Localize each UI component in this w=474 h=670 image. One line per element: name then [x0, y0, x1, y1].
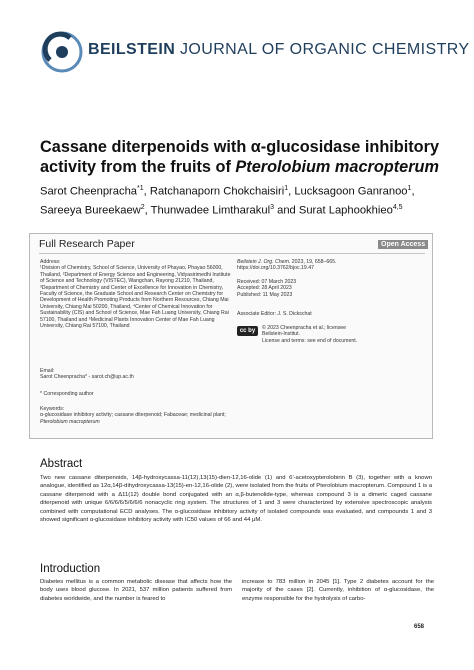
page-number: 658	[414, 624, 425, 630]
journal-name: BEILSTEIN JOURNAL OF ORGANIC CHEMISTRY	[88, 41, 470, 58]
article-title: Cassane diterpenoids with α-glucosidase inhibitory activity from the fruits of Pterolobium macropterum	[40, 138, 440, 176]
keywords-block: Keywords: α-glucosidase inhibitory activity; cassane diterpenoid; Fabaceae; medicinal plant; Pterolobium macropterum	[40, 406, 226, 425]
abstract-text: Two new cassane diterpenoids, 14β-hydroxycassa-11(12),13(15)-dien-12,16-olide (1) and 6′-acetoxypterolobirin B (3), together with a known analogue, identified as 12α,14β-dihydroxycassa-13(15)-en-12,16-olide (2), were isolated from the fruits of Pterolobium macropterum. Compound 1 is a cassane diterpenoid with a Δ11(12) double bond conjugated with an α,β-butenolide-type, whereas compound 3 is a dimeric caged cassane diterpenoid with unique 6/6/6/6/5/6/6/6 nonacyclic ring system. The structures of 1 and 3 were characterized by extensive spectroscopic analysis combined with computational ECD analyses. The α-glucosidase inhibitory activity of isolated compounds was evaluated, and compounds 1 and 3 showed significant α-glucosidase inhibitory activity with IC50 values of 66 and 44 μM.	[40, 475, 432, 524]
dates-block: Received: 07 March 2023 Accepted: 28 April 2023 Published: 11 May 2023	[237, 279, 297, 298]
intro-left-column: Diabetes mellitus is a common metabolic disease that affects how the body uses blood glucose. In 2021, 537 million patients suffered from diabetes worldwide, and the number is feared to	[40, 579, 232, 602]
doi-link[interactable]: https://doi.org/10.3762/bjoc.19.47	[237, 265, 315, 272]
introduction-heading: Introduction	[40, 563, 101, 575]
journal-logo-icon	[40, 30, 84, 74]
corresponding-note: * Corresponding author	[40, 391, 94, 397]
cc-by-license-icon: cc by	[237, 326, 258, 336]
intro-right-column: increase to 783 million in 2045 [1]. Type 2 diabetes account for the majority of the cases [2]. Currently, inhibition of α-glucosidase, the enzyme responsible for the hydrolysis of carbo-	[242, 579, 434, 602]
email-block: Email: Sarot Cheenpracha* - sarot.ch@up.ac.th	[40, 368, 134, 381]
license-text: © 2023 Cheenpracha et al.; licensee Beilstein-Institut. License and terms: see end of document.	[262, 325, 358, 344]
associate-editor: Associate Editor: J. S. Dickschat	[237, 311, 312, 317]
article-type: Full Research Paper	[39, 238, 135, 250]
abstract-heading: Abstract	[40, 458, 83, 470]
address-block: Address: ¹Division of Chemistry, School of Science, University of Phayao, Phayao 56000, Thailand, ²Department of Energy Science and Engineering, Vidyasirimedhi Institute of Science and Technology (VISTEC), Wangchan, Rayong 21210, Thailand, ³Department of Chemistry and Center of Excellence for Innovation in Chemistry, Faculty of Science, the Graduate School and Research Center on Chemistry for Development of Health Promoting Products from Northern Resources, Chiang Mai University, Chiang Mai 50200, Thailand, ⁴Center of Chemical Innovation for Sustainability (CIS) and School of Science, Mae Fah Luang University, Chiang Rai 57100, Thailand and ⁵Medicinal Plants Innovation Center of Mae Fah Luang University, Chiang Rai 57100, Thailand	[40, 259, 231, 330]
box-divider	[39, 253, 425, 254]
author-list: Sarot Cheenpracha$^{*1}$, Ratchanaporn Chokchaisiri$^1$, Lucksagoon Ganranoo$^1$, Sareeya Bureekaew$^2$, Thunwadee Limtharakul$^3$ and Surat Laphookhieo$^{4,5}$	[40, 185, 415, 217]
citation-block: Beilstein J. Org. Chem. 2023, 19, 658–665. https://doi.org/10.3762/bjoc.19.47	[237, 259, 427, 272]
open-access-badge: Open Access	[378, 240, 428, 249]
